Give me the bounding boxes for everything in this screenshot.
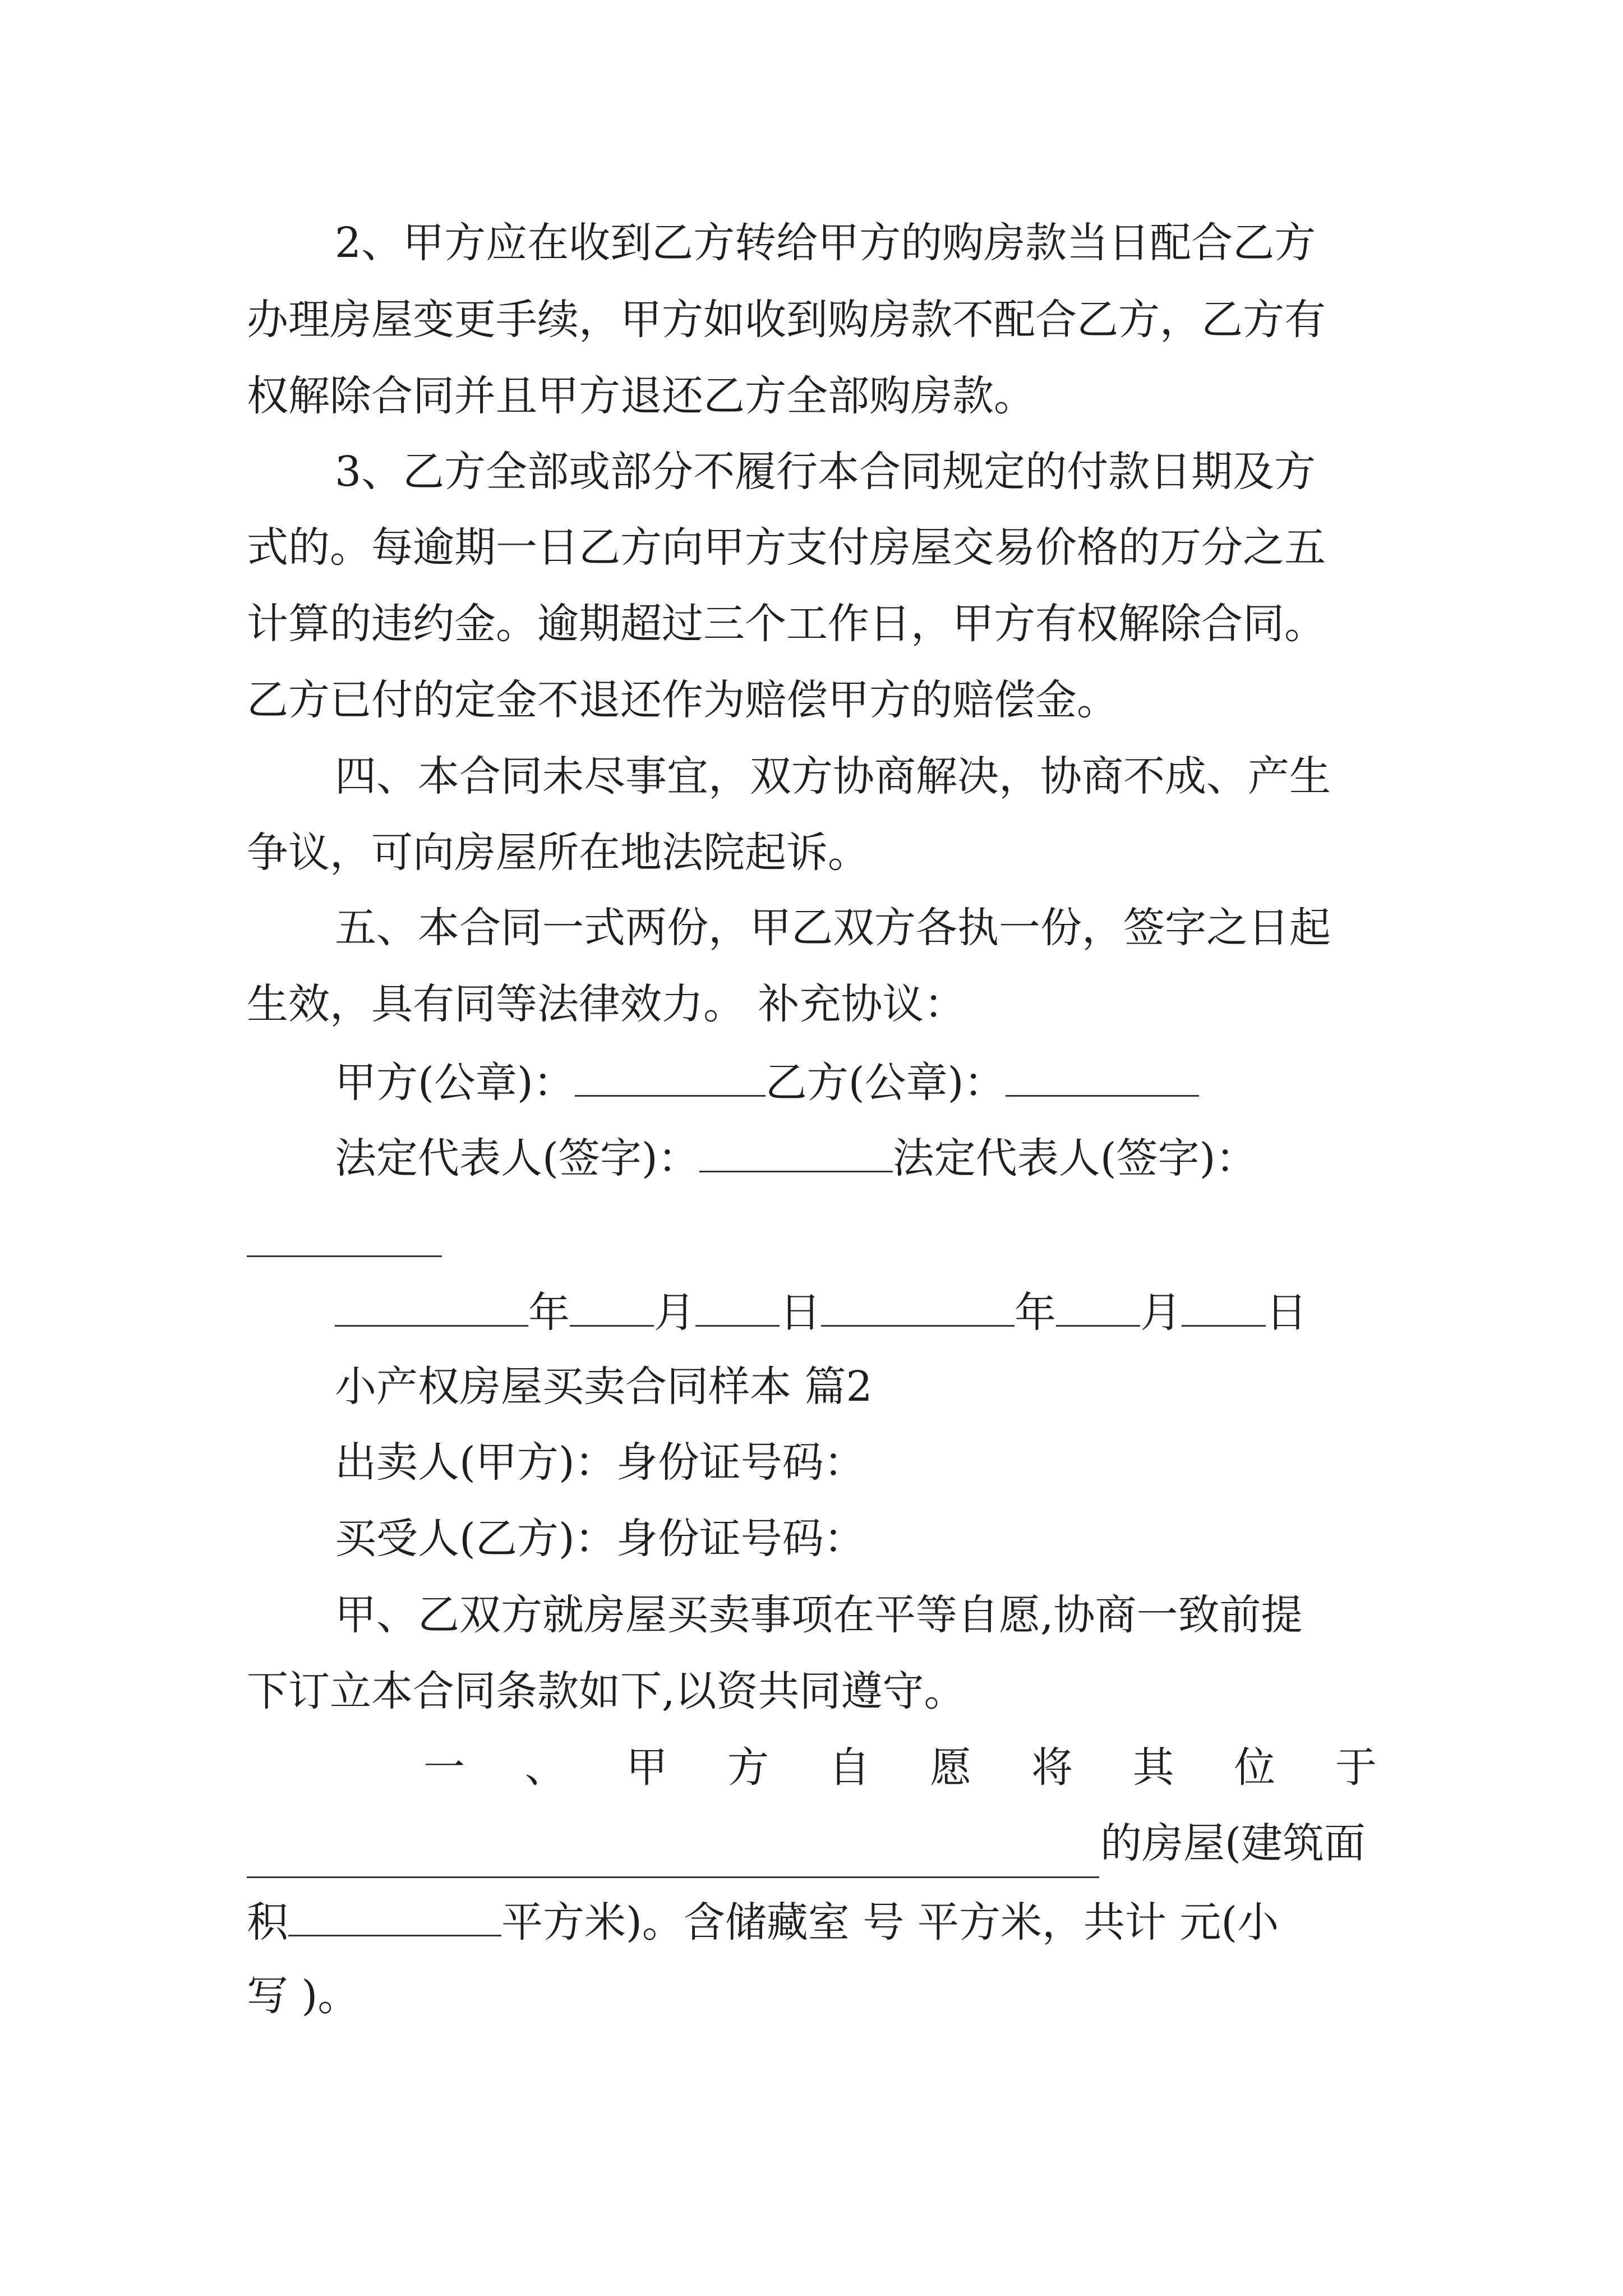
intro-line2: 下订立本合同条款如下,以资共同遵守。 [247,1667,966,1715]
item1-char: 位 [1234,1743,1276,1792]
rep-a-label: 法定代表人(签字)： [335,1134,699,1182]
rep-a-blank[interactable] [699,1128,893,1172]
date-b-month-blank[interactable] [1056,1282,1140,1327]
date-a-year: 年 [528,1289,570,1337]
date-b-day-blank[interactable] [1182,1282,1266,1327]
date-b-month: 月 [1140,1289,1182,1337]
party-b-seal-blank[interactable] [1006,1052,1199,1097]
clause3-line2: 式的。每逾期一日乙方向甲方支付房屋交易价格的万分之五 [247,523,1326,572]
area-blank[interactable] [288,1892,501,1936]
party-a-seal-label: 甲方(公章)： [335,1059,575,1107]
item1-char: 方 [727,1743,769,1792]
item1-char: 其 [1132,1743,1174,1792]
date-line [335,1282,1307,1341]
seal-line [335,1052,1199,1111]
item1-line3-prefix: 积 [247,1898,288,1947]
date-b-year: 年 [1015,1289,1056,1337]
item1-line2-suffix: 的房屋(建筑面 [1100,1819,1366,1867]
clause3-line3: 计算的违约金。逾期超过三个工作日，甲方有权解除合同。 [247,600,1326,648]
item1-line3-suffix: 平方米)。含储藏室 号 平方米，共计 元(小 [501,1898,1279,1947]
date-a-year-blank[interactable] [335,1282,528,1327]
item1-char: 将 [1031,1743,1073,1792]
article5-line1: 五、本合同一式两份，甲乙双方各执一份，签字之日起 [335,904,1331,952]
intro-line1: 甲、乙双方就房屋买卖事项在平等自愿,协商一致前提 [335,1591,1303,1639]
address-blank[interactable] [247,1876,1099,1878]
item1-char: 甲 [626,1743,668,1792]
clause3-line4: 乙方已付的定金不退还作为赔偿甲方的赔偿金。 [247,676,1118,724]
date-a-month: 月 [654,1289,695,1337]
item1-char: 、 [524,1743,566,1792]
item1-char: 一 [423,1743,465,1792]
clause2-line3: 权解除合同并且甲方退还乙方全部购房款。 [247,372,1035,420]
section2-title: 小产权房屋买卖合同样本 篇2 [335,1363,873,1411]
article5-line2: 生效，具有同等法律效力。 补充协议： [247,980,966,1028]
party-b-seal-label: 乙方(公章)： [765,1059,1006,1107]
clause2-line1: 2、甲方应在收到乙方转给甲方的购房款当日配合乙方 [335,219,1316,267]
seller-line: 出卖人(甲方)：身份证号码： [335,1438,865,1487]
date-a-month-blank[interactable] [570,1282,654,1327]
rep-b-blank[interactable] [247,1255,442,1257]
date-a-day-blank[interactable] [695,1282,780,1327]
item1-line1 [423,1740,1377,1796]
article4-line2: 争议，可向房屋所在地法院起诉。 [247,829,869,877]
article4-line1: 四、本合同未尽事宜，双方协商解决，协商不成、产生 [335,752,1331,800]
item1-char: 于 [1335,1743,1377,1792]
item1-char: 愿 [930,1743,972,1792]
party-a-seal-blank[interactable] [575,1052,766,1097]
date-b-day: 日 [1266,1289,1307,1337]
rep-line [335,1128,1257,1186]
date-a-day: 日 [780,1289,821,1337]
buyer-line: 买受人(乙方)：身份证号码： [335,1515,865,1563]
date-b-year-blank[interactable] [821,1282,1015,1327]
item1-char: 自 [828,1743,870,1792]
item1-line3 [247,1892,1279,1950]
clause2-line2: 办理房屋变更手续，甲方如收到购房款不配合乙方，乙方有 [247,296,1326,344]
rep-b-label: 法定代表人(签字)： [892,1134,1257,1182]
item1-line4: 写 )。 [247,1972,359,2020]
clause3-line1: 3、乙方全部或部分不履行本合同规定的付款日期及方 [335,448,1316,496]
